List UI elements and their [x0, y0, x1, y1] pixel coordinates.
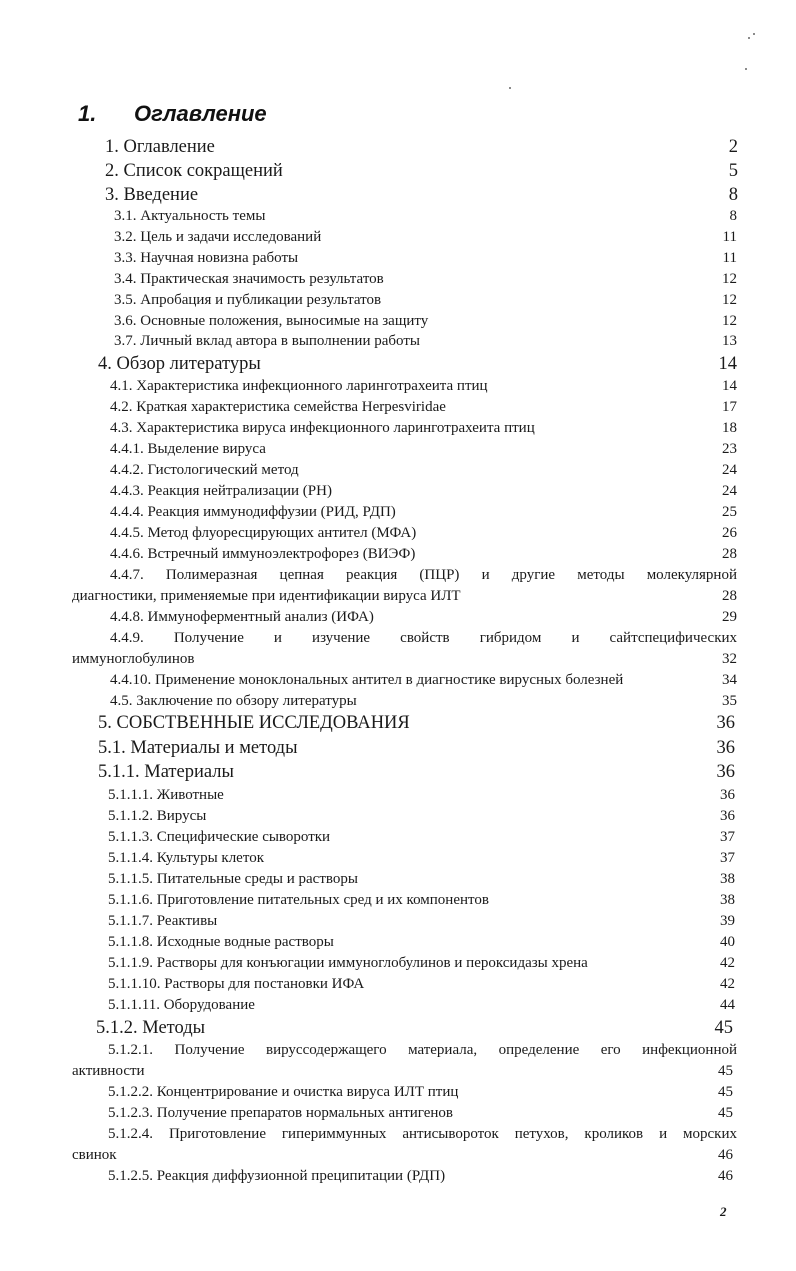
toc-entry-title: 3.4. Практическая значимость результатов: [114, 271, 384, 287]
toc-entry-title: 5.1.1.5. Питательные среды и растворы: [108, 871, 358, 887]
toc-entry: [105, 137, 738, 161]
toc-entry-line1: [108, 1042, 737, 1059]
toc-entry-number: 4.4.9.: [110, 630, 174, 646]
toc-entry: [110, 546, 737, 566]
toc-entry-title: 4.4.8. Иммуноферментный анализ (ИФА): [110, 609, 374, 625]
toc-entry-page: 36: [720, 787, 735, 803]
toc-entry-title: Получение вируссодержащего материала, определение его инфекционной: [174, 1042, 738, 1058]
toc-entry-title: 3.7. Личный вклад автора в выполнении работы: [114, 333, 420, 349]
toc-entry-line2: свинок: [72, 1147, 117, 1163]
toc-entry: [108, 787, 735, 807]
toc-entry-number: 5.1.2.1.: [108, 1042, 175, 1058]
toc-entry: [110, 378, 737, 398]
toc-entry-title: 4.4.5. Метод флуоресцирующих антител (МФА): [110, 525, 417, 541]
toc-entry-line1: [110, 567, 737, 584]
toc-entry-title: 5.1.1.9. Растворы для конъюгации иммуноглобулинов и пероксидазы хрена: [108, 955, 588, 971]
toc-entry: [108, 913, 735, 933]
toc-entry-page: 8: [728, 185, 738, 205]
toc-entry-title: 5.1.1.11. Оборудование: [108, 997, 255, 1013]
toc-entry-title: 5.1. Материалы и методы: [98, 738, 298, 758]
toc-entry-page: 11: [722, 250, 737, 266]
toc-entry: [110, 399, 737, 419]
toc-entry-page: 18: [722, 420, 737, 436]
toc-entry-page: 5: [728, 161, 738, 181]
scan-speck: [745, 68, 747, 70]
scan-speck: [753, 33, 755, 35]
toc-entry: [114, 271, 737, 291]
toc-entry-title: 5.1.1.10. Растворы для постановки ИФА: [108, 976, 365, 992]
toc-entry-title: 4.4.3. Реакция нейтрализации (РН): [110, 483, 332, 499]
toc-entry-line2: активности: [72, 1063, 145, 1079]
toc-entry-page: 12: [722, 292, 737, 308]
toc-entry-title: 5.1.2.5. Реакция диффузионной преципитации (РДП): [108, 1168, 446, 1184]
page-number: 2: [720, 1204, 727, 1219]
toc-entry: [114, 250, 737, 270]
toc-entry-number: 4.4.7.: [110, 567, 166, 583]
toc-entry-title: 4. Обзор литературы: [98, 354, 261, 374]
scan-speck: [509, 87, 511, 89]
toc-entry-title: 1. Оглавление: [105, 137, 215, 157]
toc-entry-page: 23: [722, 441, 737, 457]
toc-entry: [98, 762, 735, 786]
toc-entry-title: 3.6. Основные положения, выносимые на защиту: [114, 313, 429, 329]
toc-entry-title: 3.5. Апробация и публикации результатов: [114, 292, 382, 308]
toc-entry: [105, 161, 738, 185]
toc-entry-page: 26: [722, 525, 737, 541]
toc-entry: [98, 738, 735, 762]
toc-entry-title: 4.1. Характеристика инфекционного ларинготрахеита птиц: [110, 378, 488, 394]
toc-entry-page: 44: [720, 997, 735, 1013]
toc-entry-title: 4.5. Заключение по обзору литературы: [110, 693, 357, 709]
toc-entry-page: 12: [722, 313, 737, 329]
toc-entry-page: 37: [720, 829, 735, 845]
toc-entry-title: 5.1.1.4. Культуры клеток: [108, 850, 264, 866]
toc-entry: [108, 997, 735, 1017]
toc-entry-title: 5.1.1.8. Исходные водные растворы: [108, 934, 334, 950]
toc-entry-title: Полимеразная цепная реакция (ПЦР) и другие методы молекулярной: [165, 567, 737, 583]
toc-entry-page: 36: [720, 808, 735, 824]
toc-entry-title: 4.2. Краткая характеристика семейства Herpesviridae: [110, 399, 446, 415]
toc-entry-page: 45: [718, 1084, 733, 1100]
toc-entry-title: 5.1.1.6. Приготовление питательных сред и их компонентов: [108, 892, 489, 908]
heading-number: 1.: [78, 101, 97, 126]
toc-entry-title: 5. СОБСТВЕННЫЕ ИССЛЕДОВАНИЯ: [98, 713, 410, 733]
toc-entry-page: 32: [722, 651, 737, 667]
toc-entry-number: 5.1.2.4.: [108, 1126, 169, 1142]
toc-entry: [114, 229, 737, 249]
toc-entry: [108, 955, 735, 975]
toc-entry-title: Получение и изучение свойств гибридом и сайтспецифических: [173, 630, 738, 646]
toc-entry-title: 3.2. Цель и задачи исследований: [114, 229, 322, 245]
toc-entry: [108, 1168, 733, 1188]
toc-entry-page: 34: [722, 672, 737, 688]
toc-entry: [108, 850, 735, 870]
toc-entry-title: 5.1.2.3. Получение препаратов нормальных антигенов: [108, 1105, 454, 1121]
toc-entry: [110, 420, 737, 440]
toc-entry-title: 5.1.2. Методы: [96, 1018, 206, 1038]
toc-entry-page: 38: [720, 871, 735, 887]
toc-entry-title: 3. Введение: [105, 185, 199, 205]
toc-entry: [110, 609, 737, 629]
page-title: [78, 101, 267, 127]
toc-entry-title: 4.4.6. Встречный иммуноэлектрофорез (ВИЭФ): [110, 546, 416, 562]
toc-entry: [108, 808, 735, 828]
toc-entry-page: 39: [720, 913, 735, 929]
toc-entry-line1: [110, 630, 737, 647]
toc-entry-title: 4.4.4. Реакция иммунодиффузии (РИД, РДП): [110, 504, 396, 520]
toc-entry-title: 5.1.2.2. Концентрирование и очистка вируса ИЛТ птиц: [108, 1084, 459, 1100]
scan-speck: [748, 37, 750, 39]
toc-entry-title: 5.1.1. Материалы: [98, 762, 234, 782]
toc-entry-title: 5.1.1.3. Специфические сыворотки: [108, 829, 331, 845]
toc-entry-page: 36: [716, 713, 735, 733]
toc-entry-title: 5.1.1.7. Реактивы: [108, 913, 218, 929]
heading-title: Оглавление: [134, 101, 267, 126]
toc-entry-page: 38: [720, 892, 735, 908]
toc-entry: [114, 292, 737, 312]
toc-entry: [108, 1084, 733, 1104]
toc-entry: [110, 504, 737, 524]
toc-entry-title: 4.4.2. Гистологический метод: [110, 462, 299, 478]
toc-entry-page: 42: [720, 955, 735, 971]
toc-entry-page: 36: [716, 738, 735, 758]
toc-entry: [108, 892, 735, 912]
toc-entry: [114, 313, 737, 333]
toc-entry-page: 24: [722, 462, 737, 478]
toc-entry: [108, 1105, 733, 1125]
toc-entry-page: 35: [722, 693, 737, 709]
toc-entry-page: 25: [722, 504, 737, 520]
toc-entry: [105, 185, 738, 209]
toc-entry-title: 2. Список сокращений: [105, 161, 283, 181]
toc-entry-page: 12: [722, 271, 737, 287]
toc-entry-page: 45: [718, 1105, 733, 1121]
toc-entry: [110, 525, 737, 545]
toc-entry-page: 8: [729, 208, 737, 224]
toc-entry-title: 5.1.1.2. Вирусы: [108, 808, 207, 824]
toc-entry-line1: [108, 1126, 737, 1143]
toc-entry-title: 4.4.10. Применение моноклональных антител в диагностике вирусных болезней: [110, 672, 624, 688]
toc-entry-page: 36: [716, 762, 735, 782]
toc-entry-line2: диагностики, применяемые при идентификации вируса ИЛТ: [72, 588, 461, 604]
toc-entry-page: 24: [722, 483, 737, 499]
toc-entry-title: Приготовление гипериммунных антисывороток петухов, кроликов и морских: [168, 1126, 737, 1142]
toc-entry: [98, 354, 737, 378]
toc-entry: [110, 462, 737, 482]
toc-entry: [98, 713, 735, 737]
toc-entry-page: 13: [722, 333, 737, 349]
toc-entry-page: 29: [722, 609, 737, 625]
toc-entry-page: 14: [718, 354, 737, 374]
toc-entry: [110, 483, 737, 503]
toc-entry-title: 3.1. Актуальность темы: [114, 208, 266, 224]
toc-entry-page: 40: [720, 934, 735, 950]
toc-entry-page: 46: [718, 1147, 733, 1163]
toc-entry: [108, 871, 735, 891]
toc-entry: [110, 441, 737, 461]
toc-entry-page: 46: [718, 1168, 733, 1184]
toc-entry-title: 4.3. Характеристика вируса инфекционного ларинготрахеита птиц: [110, 420, 535, 436]
toc-entry-page: 42: [720, 976, 735, 992]
toc-entry-page: 37: [720, 850, 735, 866]
toc-entry: [114, 208, 737, 228]
toc-entry: [108, 934, 735, 954]
toc-entry-page: 28: [722, 546, 737, 562]
toc-entry-page: 45: [718, 1063, 733, 1079]
toc-entry-page: 14: [722, 378, 737, 394]
toc-entry-page: 17: [722, 399, 737, 415]
toc-entry: [108, 829, 735, 849]
toc-entry-title: 4.4.1. Выделение вируса: [110, 441, 266, 457]
toc-entry-title: 3.3. Научная новизна работы: [114, 250, 299, 266]
toc-entry: [96, 1018, 733, 1042]
toc-entry-title: 5.1.1.1. Животные: [108, 787, 224, 803]
toc-entry-page: 45: [714, 1018, 733, 1038]
toc-entry: [114, 333, 737, 353]
toc-entry-page: 11: [722, 229, 737, 245]
toc-entry: [108, 976, 735, 996]
toc-entry-page: 2: [728, 137, 738, 157]
toc-entry-line2: иммуноглобулинов: [72, 651, 195, 667]
toc-entry: [110, 672, 737, 692]
toc-entry: [110, 693, 737, 713]
toc-entry-page: 28: [722, 588, 737, 604]
